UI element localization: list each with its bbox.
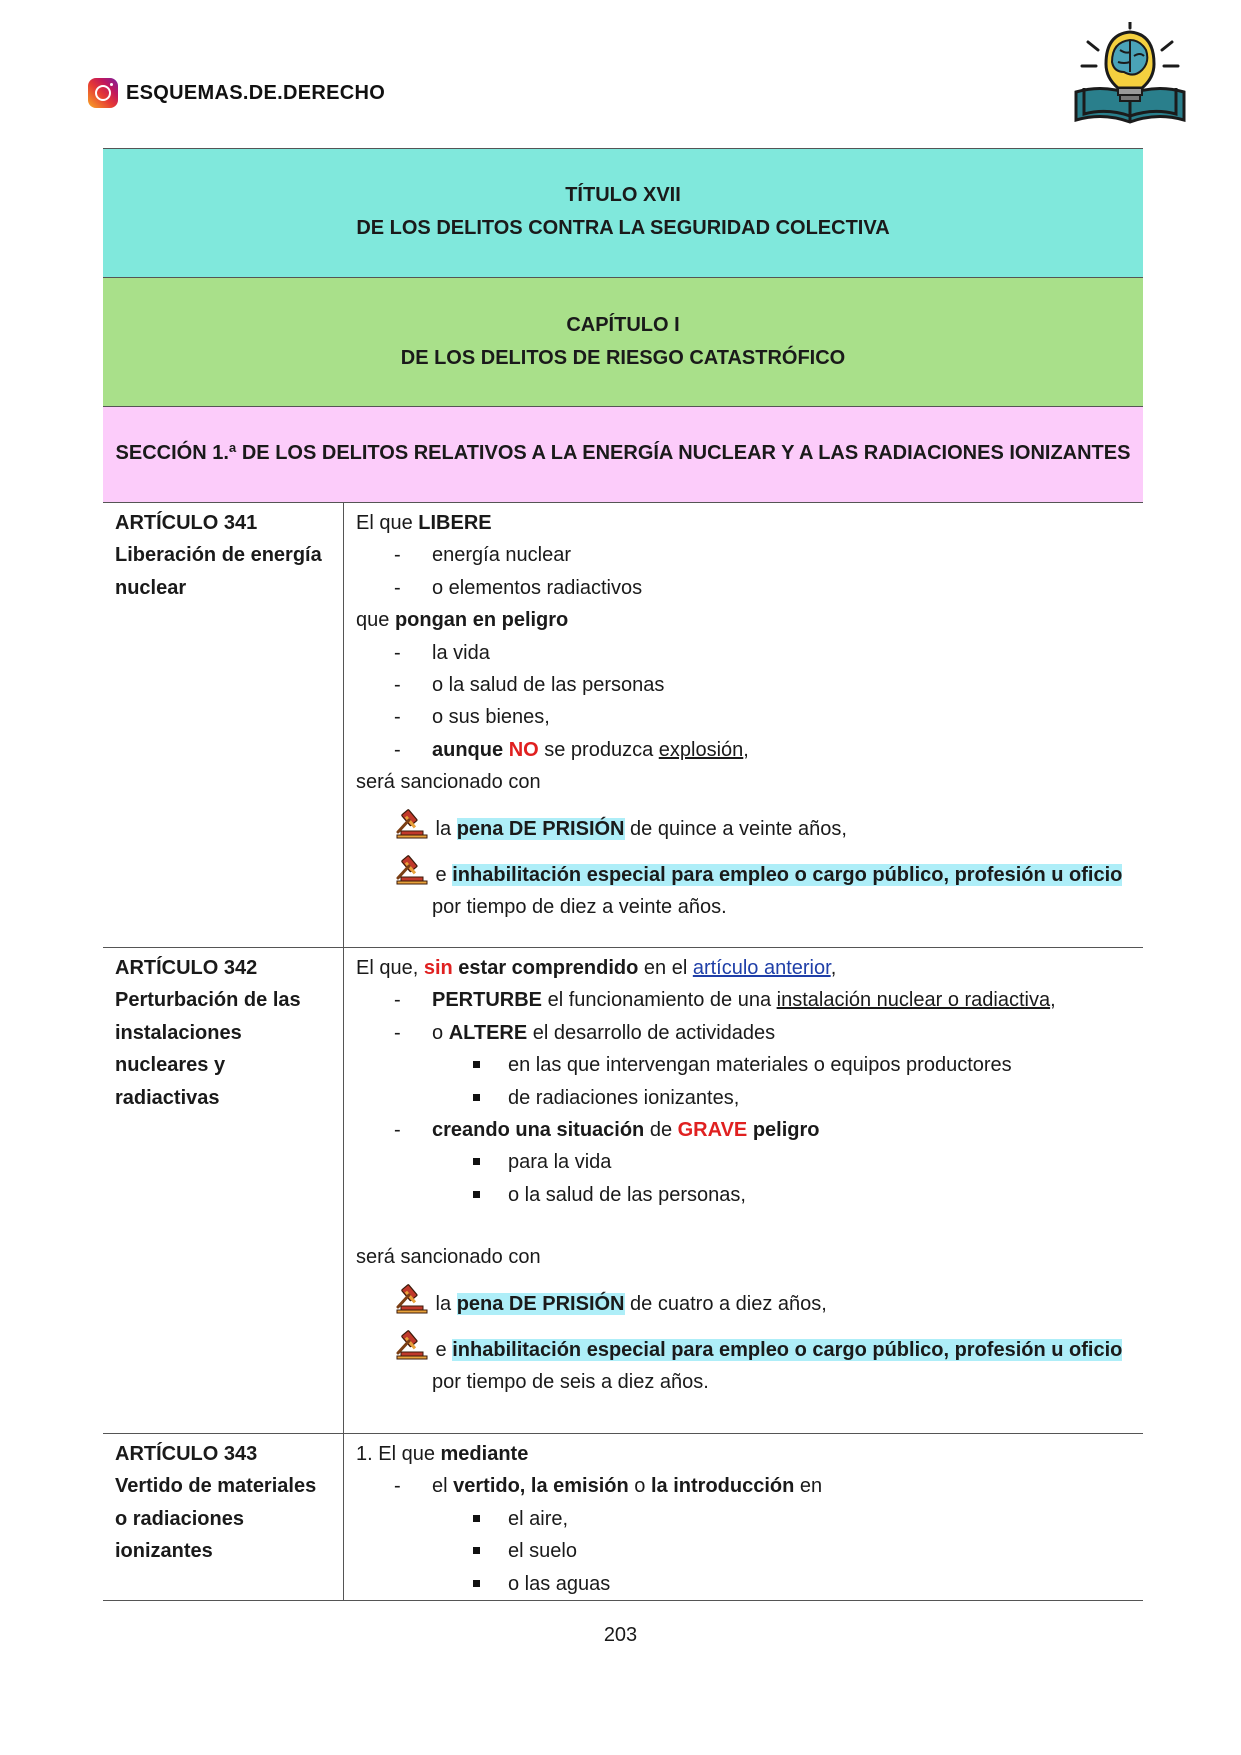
text: la	[430, 817, 457, 840]
dash-item: - o la salud de las personas	[356, 669, 1143, 701]
seccion-header	[103, 406, 1143, 502]
sanction-intro: será sancionado con	[356, 771, 541, 794]
red-text: GRAVE	[677, 1119, 748, 1142]
article-title-line: Perturbación de las	[115, 989, 301, 1012]
article-341-content	[344, 503, 1144, 948]
bold-text: la introducción	[650, 1475, 795, 1498]
article-number: ARTÍCULO 343	[115, 1443, 258, 1465]
bullet-item: de radiaciones ionizantes,	[356, 1082, 1143, 1114]
dash-item	[356, 1470, 1143, 1502]
article-title-line: Vertido de materiales	[115, 1475, 317, 1498]
gavel-icon	[392, 855, 430, 885]
underlined-text: instalación nuclear o radiactiva	[776, 989, 1051, 1012]
bullet-item: en las que intervengan materiales o equipos productores	[356, 1049, 1143, 1081]
article-number: ARTÍCULO 341	[115, 512, 258, 534]
red-text: sin	[423, 957, 453, 979]
text: el desarrollo de actividades	[527, 1021, 776, 1044]
seccion-name: SECCIÓN 1.ª DE LOS DELITOS RELATIVOS A LA ENERGÍA NUCLEAR Y A LAS RADIACIONES IONIZANTES	[115, 442, 1131, 464]
text: o	[432, 1021, 449, 1044]
text-line	[356, 604, 1143, 636]
text: ,	[830, 957, 837, 979]
highlighted-text: pena DE PRISIÓN	[456, 817, 625, 840]
page-number: 203	[603, 1624, 638, 1646]
dash-item: - energía nuclear	[356, 539, 1143, 571]
penalty-continuation: por tiempo de seis a diez años.	[432, 1370, 709, 1393]
text: en el	[638, 957, 693, 979]
brain-lightbulb-book-icon	[1068, 22, 1192, 130]
bold-text: aunque	[432, 738, 504, 761]
bullet-item: o las aguas	[356, 1568, 1143, 1600]
text: e	[430, 1338, 453, 1361]
bold-text: PERTURBE	[432, 989, 543, 1012]
bold-text: estar comprendido	[452, 957, 639, 979]
article-row-343	[103, 1434, 1143, 1601]
capitulo-name: DE LOS DELITOS DE RIESGO CATASTRÓFICO	[400, 347, 846, 369]
article-link[interactable]: artículo anterior	[692, 957, 831, 979]
dash-item: - la vida	[356, 637, 1143, 669]
penalty-line	[356, 855, 1143, 891]
titulo-name: DE LOS DELITOS CONTRA LA SEGURIDAD COLECTIVA	[356, 217, 890, 239]
bullet-item: el suelo	[356, 1535, 1143, 1567]
gavel-icon	[392, 809, 430, 839]
bullet-item: para la vida	[356, 1146, 1143, 1178]
bold-text: vertido, la emisión	[453, 1475, 629, 1498]
bullet-item: o la salud de las personas,	[356, 1179, 1143, 1211]
law-schema	[103, 148, 1143, 1601]
article-341-heading	[103, 503, 344, 948]
underlined-text: explosión	[658, 738, 744, 761]
highlighted-text: inhabilitación especial para empleo o cargo público, profesión u oficio	[452, 863, 1123, 886]
text: e	[430, 863, 453, 886]
gavel-icon	[392, 1284, 430, 1314]
penalty-line	[356, 809, 1143, 845]
highlighted-text: inhabilitación especial para empleo o cargo público, profesión u oficio	[452, 1338, 1123, 1361]
bold-text: creando una situación	[432, 1119, 645, 1142]
article-title-line: ionizantes	[115, 1540, 213, 1563]
text: ,	[1050, 989, 1056, 1012]
bold-text: ALTERE	[448, 1021, 528, 1044]
article-number: ARTÍCULO 342	[115, 957, 258, 979]
text: se produzca	[538, 738, 659, 761]
text: El que	[356, 512, 419, 534]
text-line	[356, 952, 1143, 984]
text: en	[794, 1475, 823, 1498]
dash-item	[356, 734, 1143, 766]
titulo-number: TÍTULO XVII	[565, 184, 681, 206]
text: la	[430, 1292, 457, 1315]
text: ,	[743, 738, 749, 761]
sanction-intro: será sancionado con	[356, 1246, 541, 1269]
text: el funcionamiento de una	[542, 989, 777, 1012]
dash-item: - o elementos radiactivos	[356, 572, 1143, 604]
article-title-line: nucleares y	[115, 1054, 226, 1077]
red-text: NO	[508, 738, 539, 761]
instagram-icon	[88, 78, 118, 108]
article-row-342	[103, 948, 1143, 1434]
brand-header	[88, 78, 385, 108]
article-343-content	[344, 1434, 1144, 1601]
capitulo-header	[103, 277, 1143, 406]
text: el	[432, 1475, 454, 1498]
bold-text: mediante	[440, 1443, 529, 1465]
penalty-line	[356, 1284, 1143, 1320]
text-line	[356, 507, 1143, 539]
bold-text: pongan en peligro	[394, 609, 569, 632]
capitulo-number: CAPÍTULO I	[566, 314, 680, 336]
text: El que,	[356, 957, 424, 979]
article-title-line: Liberación de energía	[115, 544, 322, 567]
text: de	[644, 1119, 678, 1142]
bold-text: peligro	[747, 1119, 820, 1142]
bullet-item: el aire,	[356, 1503, 1143, 1535]
penalty-line	[356, 1330, 1143, 1366]
text: de cuatro a diez años,	[624, 1292, 827, 1315]
brand-name: ESQUEMAS.DE.DERECHO	[126, 81, 386, 104]
gavel-icon	[392, 1330, 430, 1360]
text-line	[356, 1438, 1143, 1470]
article-342-heading	[103, 948, 344, 1434]
article-title-line: nuclear	[115, 576, 187, 599]
spacer	[356, 1211, 1143, 1241]
article-title-line: instalaciones	[115, 1021, 242, 1044]
dash-item	[356, 1114, 1143, 1146]
titulo-header	[103, 148, 1143, 277]
article-row-341	[103, 503, 1143, 948]
text: de quince a veinte años,	[624, 817, 847, 840]
highlighted-text: pena DE PRISIÓN	[456, 1292, 625, 1315]
dash-item	[356, 1017, 1143, 1049]
text: o	[628, 1475, 651, 1498]
bold-text: LIBERE	[418, 512, 492, 534]
articles-table	[103, 502, 1143, 1601]
article-title-line: o radiaciones	[115, 1507, 244, 1530]
penalty-continuation: por tiempo de diez a veinte años.	[432, 895, 727, 918]
dash-item: - o sus bienes,	[356, 701, 1143, 733]
text: 1. El que	[356, 1443, 441, 1465]
article-343-heading	[103, 1434, 344, 1601]
article-title-line: radiactivas	[115, 1086, 220, 1109]
article-342-content	[344, 948, 1144, 1434]
text: que	[356, 609, 395, 632]
dash-item	[356, 984, 1143, 1016]
